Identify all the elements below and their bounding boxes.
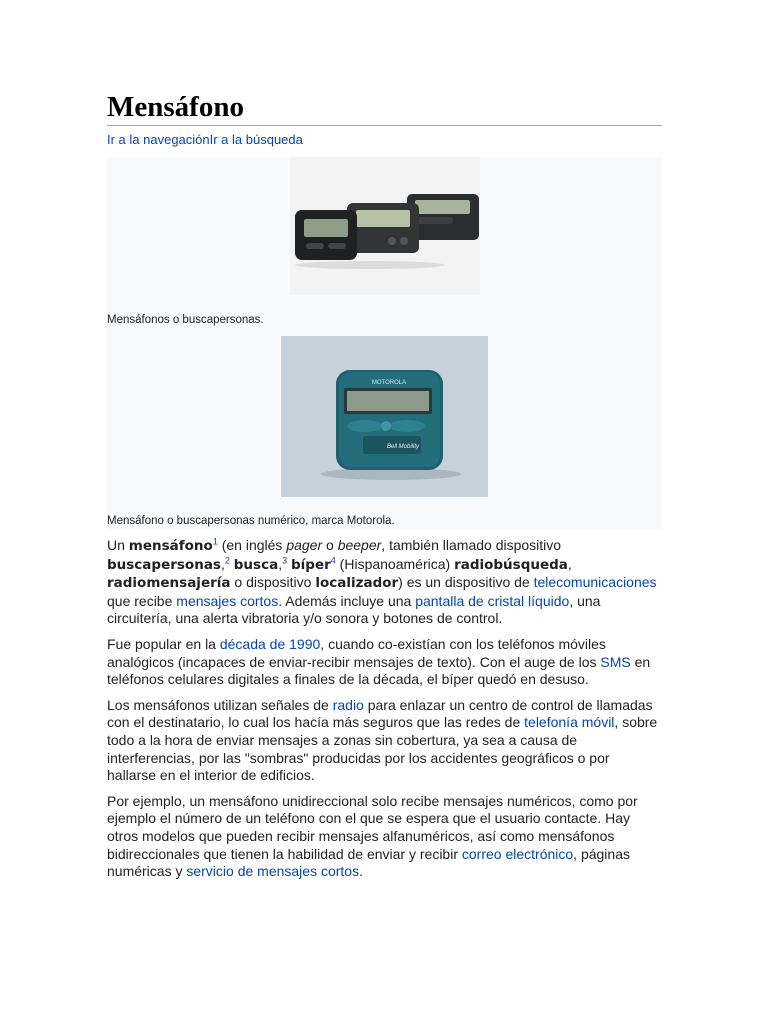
text-run: ) es un dispositivo de [398,574,534,591]
text-run: o dispositivo [230,574,316,591]
text-run: para enlazar un centro de control de llamadas con el destinatario, lo cual los hacía más seguros que las redes de [107,696,653,731]
text-run: . [359,863,363,880]
italic-term: pager [286,537,323,553]
figure-caption: Mensáfono o buscapersonas numérico, marca Motorola. [107,515,395,527]
link-telefonia-movil[interactable]: telefonía móvil [524,714,615,731]
text-run: (en inglés [217,537,287,553]
text-run: , también llamado dispositivo [381,537,562,553]
link-mensajes-cortos[interactable]: mensajes cortos [176,592,279,609]
text-run: en teléfonos celulares digitales a finales de la década, el bíper quedó en desuso. [107,653,651,688]
text-run: , páginas numéricas y [107,845,630,880]
link-correo-electronico[interactable]: correo electrónico [461,845,574,862]
text-run: que recibe [107,592,177,609]
article [107,0,662,881]
link-radio[interactable]: radio [332,696,364,713]
text-run: , sobre todo a la hora de enviar mensajes a zonas sin cobertura, ya sea a causa de interferencias, por las "sombras" producidas por los accidentes geográficos o por hallarse en el interior de edificios. [107,714,658,784]
reference-link[interactable]: 1 [212,536,218,547]
pagers-image[interactable] [290,157,480,295]
text-run: , [567,555,572,572]
bold-term: busca [233,556,279,573]
paragraph-intro [107,537,662,628]
paragraph-history [107,636,662,689]
text-run: Los mensáfonos utilizan señales de [107,696,333,713]
bold-term: mensáfono [128,538,213,554]
motorola-pager-image[interactable] [281,336,488,497]
bold-term: radiobúsqueda [454,556,568,573]
text-run: , cuando co-existían con los teléfonos móviles analógicos (incapaces de enviar-recibir mensajes de texto). Con el auge de los [107,635,606,670]
reference-link[interactable]: 2 [224,554,230,565]
link-pantalla-cristal-liquido[interactable]: pantalla de cristal líquido [415,592,570,609]
pager-label-text: Bell Mobility [386,444,420,450]
link-telecomunicaciones[interactable]: telecomunicaciones [533,574,657,591]
bold-term: localizador [315,575,399,592]
motorola-pager-illustration [281,336,488,497]
italic-term: beeper [337,537,382,553]
text-run: o [322,537,338,553]
text-run: , una circuitería, una alerta vibratoria y/o sonora y botones de control. [107,592,601,627]
page-title: Mensáfono [107,0,662,126]
text-run: . Además incluye una [278,592,416,609]
text-run: Por ejemplo, un mensáfono unidireccional solo recibe mensajes numéricos, como por ejemplo el número de un teléfono con el que se espera que el usuario contacte. Hay otros modelos que pueden recibir mensajes alfanuméricos, así como mensáfonos bidireccionales que tienen la habilidad de enviar y recibir [107,792,638,862]
figure-caption: Mensáfonos o buscapersonas. [107,314,264,326]
pagers-illustration [290,157,480,295]
text-run: (Hispanoamérica) [335,555,455,572]
bold-term: radiomensajería [107,575,231,592]
bold-term: bíper [291,556,331,573]
link-servicio-mensajes-cortos[interactable]: servicio de mensajes cortos [186,863,360,880]
pager-brand-text: MOTOROLA [371,380,407,386]
link-decada-1990[interactable]: década de 1990 [219,635,321,652]
reference-link[interactable]: 4 [330,554,336,565]
paragraph-examples [107,793,662,881]
text-run: , [220,555,225,572]
jump-to-navigation-link[interactable]: Ir a la navegación [107,132,210,147]
jump-to-search-link[interactable]: Ir a la búsqueda [209,132,303,147]
text-run: Fue popular en la [107,635,220,652]
bold-term: buscapersonas [107,556,221,573]
link-sms[interactable]: SMS [600,653,631,670]
text-run: Un [107,537,129,553]
jump-links [107,132,662,147]
reference-link[interactable]: 3 [282,554,288,565]
figures-box [107,157,662,529]
paragraph-radio [107,697,662,785]
text-run: , [278,555,283,572]
